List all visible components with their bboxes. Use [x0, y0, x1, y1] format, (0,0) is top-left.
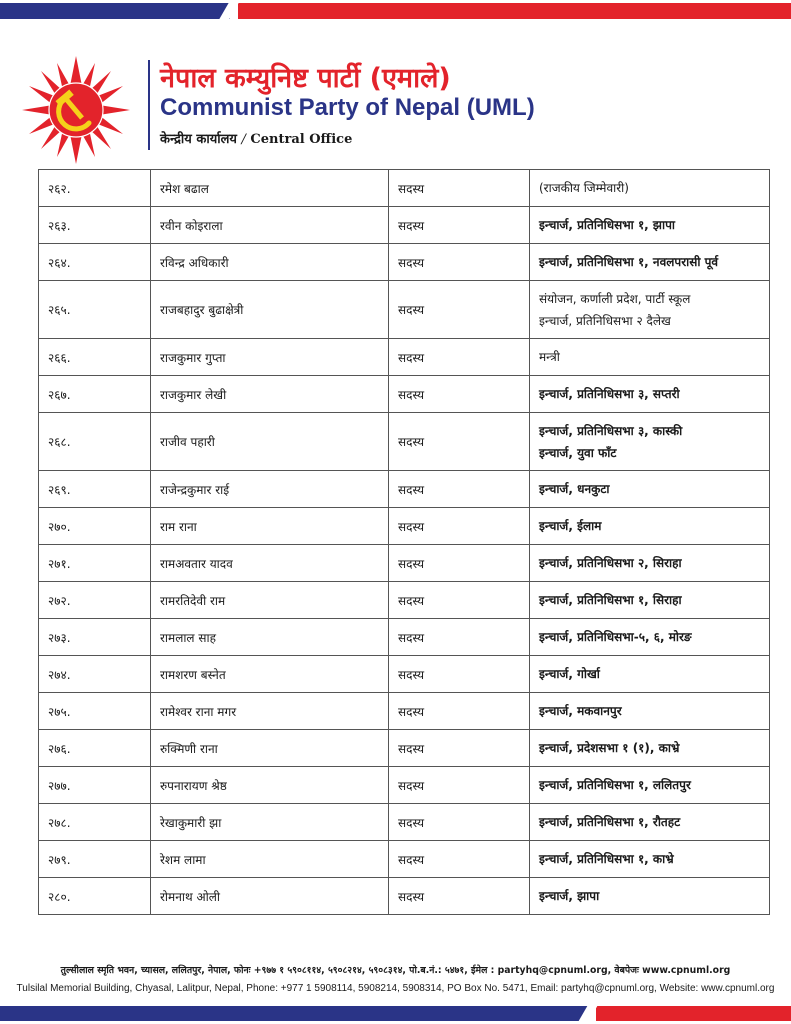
member-name: रामेश्वर राना मगर [151, 693, 389, 730]
member-name: रामलाल साह [151, 619, 389, 656]
member-responsibility [530, 619, 770, 656]
member-responsibility [530, 244, 770, 281]
member-role: सदस्य [389, 767, 530, 804]
office-label-separator: / [241, 132, 246, 147]
member-row [39, 471, 770, 508]
member-row [39, 767, 770, 804]
member-role: सदस्य [389, 804, 530, 841]
footer-address-english: Tulsilal Memorial Building, Chyasal, Lalitpur, Nepal, Phone: +977 1 5908114, 5908214, 5908314, PO Box No. 5471, Email: partyhq@cpnuml.org, Website: www.cpnuml.org [16, 983, 775, 994]
member-responsibility [530, 207, 770, 244]
member-role: सदस्य [389, 656, 530, 693]
office-label-nepali: केन्द्रीय कार्यालय [160, 132, 237, 147]
party-logo-sun-hammer-sickle-icon [22, 56, 130, 164]
party-name-nepali: नेपाल कम्युनिष्ट पार्टी (एमाले) [160, 63, 451, 94]
members-table [38, 169, 770, 915]
member-number: २६८. [39, 413, 151, 471]
responsibility-line: (राजकीय जिम्मेवारी) [539, 181, 629, 195]
member-name: राजेन्द्रकुमार राई [151, 471, 389, 508]
member-row [39, 582, 770, 619]
member-number: २७७. [39, 767, 151, 804]
member-number: २७४. [39, 656, 151, 693]
member-number: २६७. [39, 376, 151, 413]
member-role: सदस्य [389, 730, 530, 767]
member-row [39, 656, 770, 693]
member-number: २७५. [39, 693, 151, 730]
member-responsibility [530, 693, 770, 730]
member-row [39, 841, 770, 878]
member-row [39, 170, 770, 207]
member-number: २६९. [39, 471, 151, 508]
member-number: २७३. [39, 619, 151, 656]
responsibility-line: इन्चार्ज, प्रतिनिधिसभा १, झापा [539, 218, 676, 232]
member-row [39, 413, 770, 471]
member-row [39, 730, 770, 767]
member-number: २७८. [39, 804, 151, 841]
member-responsibility [530, 730, 770, 767]
responsibility-line: इन्चार्ज, युवा फाँट [539, 445, 617, 460]
member-name: राम राना [151, 508, 389, 545]
responsibility-line: इन्चार्ज, प्रतिनिधिसभा १, काभ्रे [539, 852, 674, 866]
member-role: सदस्य [389, 376, 530, 413]
member-row [39, 619, 770, 656]
member-number: २६२. [39, 170, 151, 207]
member-number: २७६. [39, 730, 151, 767]
member-number: २७०. [39, 508, 151, 545]
party-name-english: Communist Party of Nepal (UML) [160, 94, 535, 121]
responsibility-line: इन्चार्ज, प्रतिनिधिसभा २, सिराहा [539, 556, 682, 570]
member-role: सदस्य [389, 619, 530, 656]
member-name: रामरतिदेवी राम [151, 582, 389, 619]
responsibility-line: इन्चार्ज, प्रतिनिधिसभा १, ललितपुर [539, 778, 691, 792]
member-row [39, 207, 770, 244]
member-name: रुपनारायण श्रेष्ठ [151, 767, 389, 804]
member-responsibility [530, 878, 770, 915]
member-row [39, 281, 770, 339]
member-role: सदस्य [389, 582, 530, 619]
member-responsibility [530, 545, 770, 582]
responsibility-line: इन्चार्ज, प्रतिनिधिसभा २ दैलेख [539, 313, 671, 328]
responsibility-line: इन्चार्ज, प्रतिनिधिसभा १, सिराहा [539, 593, 682, 607]
member-role: सदस्य [389, 281, 530, 339]
member-row [39, 244, 770, 281]
responsibility-line: इन्चार्ज, प्रतिनिधिसभा १, रौतहट [539, 815, 681, 829]
member-responsibility [530, 804, 770, 841]
member-role: सदस्य [389, 413, 530, 471]
member-name: राजबहादुर बुढाक्षेत्री [151, 281, 389, 339]
responsibility-line: इन्चार्ज, मकवानपुर [539, 704, 622, 718]
responsibility-line: इन्चार्ज, गोर्खा [539, 667, 600, 681]
member-number: २७१. [39, 545, 151, 582]
member-name: राजीव पहारी [151, 413, 389, 471]
member-role: सदस्य [389, 693, 530, 730]
member-name: रोमनाथ ओली [151, 878, 389, 915]
member-number: २६४. [39, 244, 151, 281]
member-responsibility [530, 508, 770, 545]
member-name: रामअवतार यादव [151, 545, 389, 582]
member-role: सदस्य [389, 170, 530, 207]
member-name: रुक्मिणी राना [151, 730, 389, 767]
member-responsibility [530, 656, 770, 693]
member-number: २६५. [39, 281, 151, 339]
member-name: रवीन कोइराला [151, 207, 389, 244]
responsibility-line: इन्चार्ज, प्रतिनिधिसभा ३, कास्की [539, 423, 683, 438]
member-role: सदस्य [389, 841, 530, 878]
responsibility-line: इन्चार्ज, प्रतिनिधिसभा ३, सप्तरी [539, 387, 680, 401]
member-role: सदस्य [389, 244, 530, 281]
responsibility-line: मन्त्री [539, 350, 560, 364]
member-row [39, 339, 770, 376]
member-role: सदस्य [389, 339, 530, 376]
responsibility-line: इन्चार्ज, प्रतिनिधिसभा-५, ६, मोरङ [539, 630, 692, 644]
member-row [39, 878, 770, 915]
responsibility-line: इन्चार्ज, ईलाम [539, 519, 602, 533]
member-responsibility [530, 767, 770, 804]
member-number: २७२. [39, 582, 151, 619]
member-name: रेशम लामा [151, 841, 389, 878]
responsibility-line: संयोजन, कर्णाली प्रदेश, पार्टी स्कूल [539, 291, 691, 306]
member-role: सदस्य [389, 207, 530, 244]
header-divider [148, 60, 150, 150]
responsibility-line: इन्चार्ज, प्रतिनिधिसभा १, नवलपरासी पूर्व [539, 255, 719, 269]
member-name: रामशरण बस्नेत [151, 656, 389, 693]
member-responsibility [530, 170, 770, 207]
member-role: सदस्य [389, 471, 530, 508]
member-role: सदस्य [389, 545, 530, 582]
responsibility-line: इन्चार्ज, झापा [539, 889, 600, 903]
member-name: रेखाकुमारी झा [151, 804, 389, 841]
member-row [39, 376, 770, 413]
member-number: २६३. [39, 207, 151, 244]
member-responsibility [530, 376, 770, 413]
footer-address-nepali: तुल्सीलाल स्मृति भवन, च्यासल, ललितपुर, नेपाल, फोनः +९७७ १ ५९०८११४, ५९०८२१४, ५९०८३१४, पो.ब.नं.: ५४७१, ईमेल : partyhq@cpnuml.org, वेबपेजः www.cpnuml.org [60, 965, 731, 976]
member-name: रविन्द्र अधिकारी [151, 244, 389, 281]
member-responsibility [530, 413, 770, 471]
office-label [160, 129, 352, 147]
top-color-bar [0, 0, 791, 22]
member-role: सदस्य [389, 878, 530, 915]
member-name: रमेश बढाल [151, 170, 389, 207]
member-responsibility [530, 582, 770, 619]
member-responsibility [530, 471, 770, 508]
responsibility-line: इन्चार्ज, प्रदेशसभा १ (१), काभ्रे [539, 741, 680, 755]
member-number: २७९. [39, 841, 151, 878]
office-label-english: Central Office [250, 132, 353, 147]
member-row [39, 693, 770, 730]
member-responsibility [530, 339, 770, 376]
member-row [39, 804, 770, 841]
member-name: राजकुमार गुप्ता [151, 339, 389, 376]
member-number: २६६. [39, 339, 151, 376]
member-row [39, 508, 770, 545]
member-responsibility [530, 841, 770, 878]
member-role: सदस्य [389, 508, 530, 545]
member-name: राजकुमार लेखी [151, 376, 389, 413]
responsibility-line: इन्चार्ज, धनकुटा [539, 482, 610, 496]
member-number: २८०. [39, 878, 151, 915]
member-responsibility [530, 281, 770, 339]
member-row [39, 545, 770, 582]
bottom-color-bar [0, 1003, 791, 1024]
